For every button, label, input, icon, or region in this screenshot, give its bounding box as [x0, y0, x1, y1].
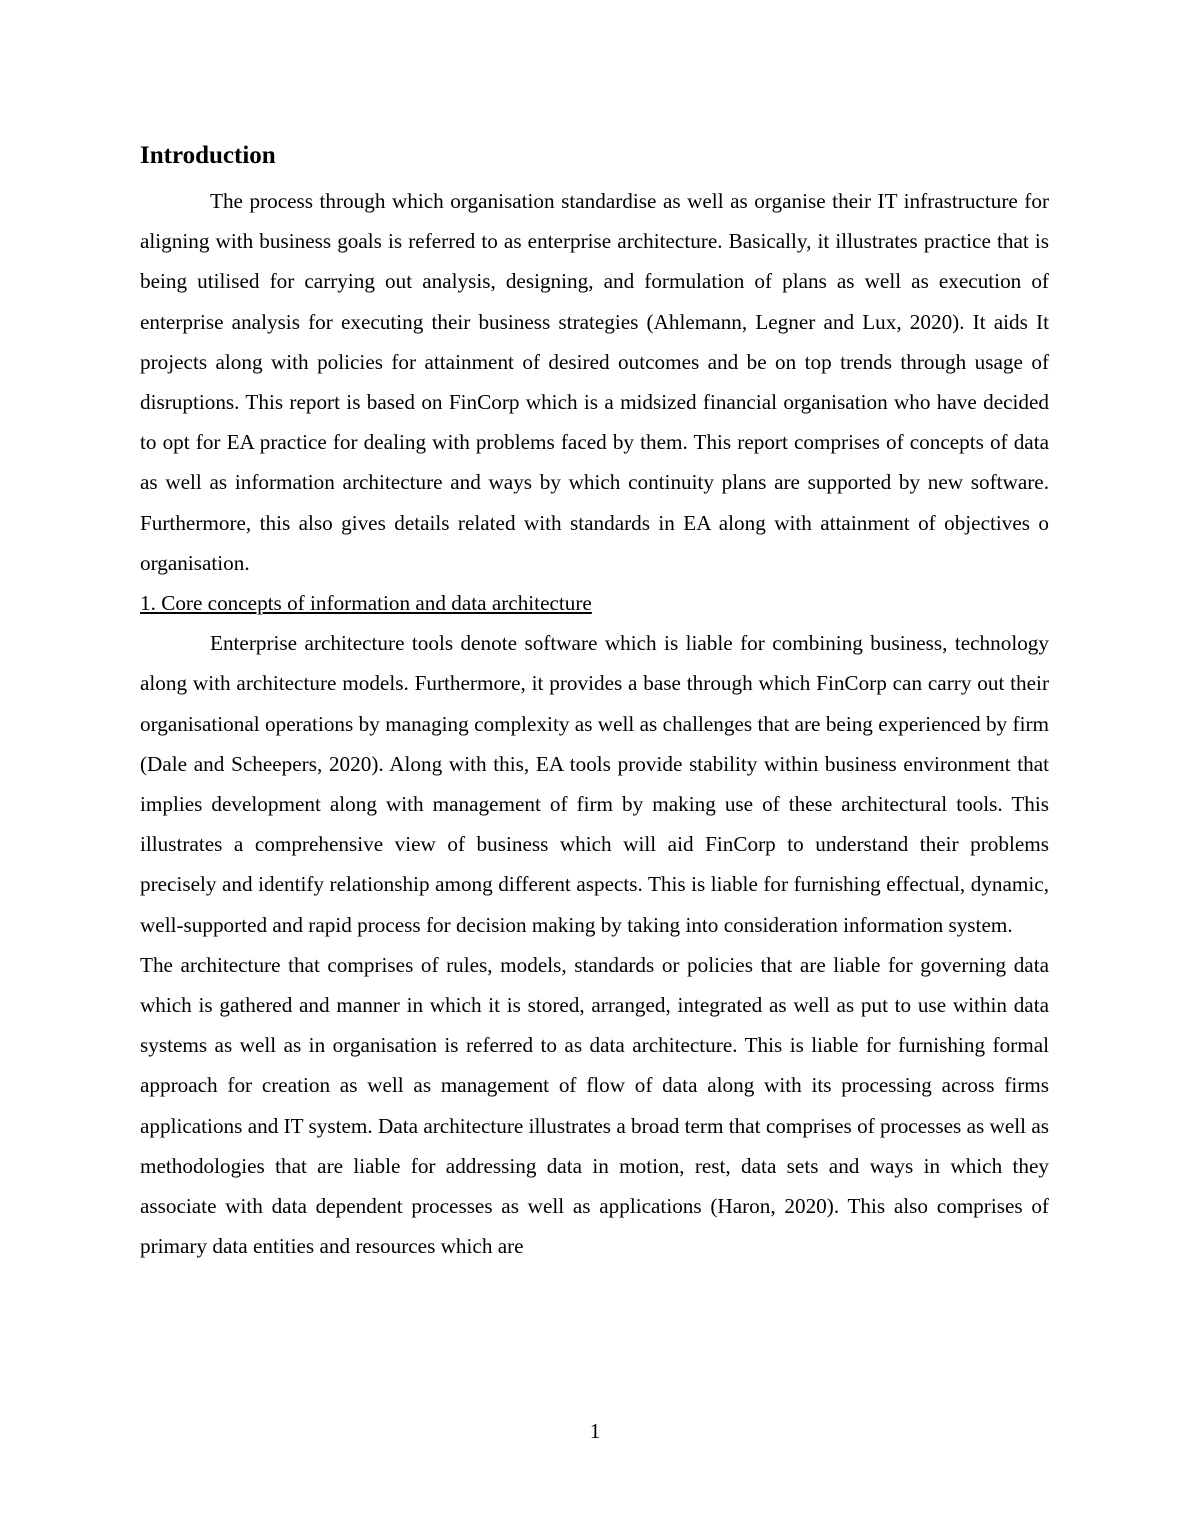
- body-paragraph-data-architecture: The architecture that comprises of rules, models, standards or policies that are liable for governing data which is gathered and manner in which it is stored, arranged, integrated as well as put to use within data systems as well as in organisation is referred to as data architecture. This is liable for furnishing formal approach for creation as well as management of flow of data along with its processing across firms applications and IT system. Data architecture illustrates a broad term that comprises of processes as well as methodologies that are liable for addressing data in motion, rest, data sets and ways in which they associate with data dependent processes as well as applications (Haron, 2020). This also comprises of primary data entities and resources which are: [140, 952, 1049, 1259]
- intro-paragraph: The process through which organisation standardise as well as organise their IT infrastructure for aligning with business goals is referred to as enterprise architecture. Basically, it illustrates practice that is being utilised for carrying out analysis, designing, and formulation of plans as well as execution of enterprise analysis for executing their business strategies (Ahlemann, Legner and Lux, 2020). It aids It projects along with policies for attainment of desired outcomes and be on top trends through usage of disruptions. This report is based on FinCorp which is a midsized financial organisation who have decided to opt for EA practice for dealing with problems faced by them. This report comprises of concepts of data as well as information architecture and ways by which continuity plans are supported by new software. Furthermore, this also gives details related with standards in EA along with attainment of objectives o organisation.: [140, 189, 1049, 575]
- subheading-core-concepts: 1. Core concepts of information and data architecture: [140, 591, 592, 616]
- body-paragraph-ea-tools: Enterprise architecture tools denote software which is liable for combining business, technology along with architecture models. Furthermore, it provides a base through which FinCorp can carry out their organisational operations by managing complexity as well as challenges that are being experienced by firm (Dale and Scheepers, 2020). Along with this, EA tools provide stability within business environment that implies development along with management of firm by making use of these architectural tools. This illustrates a comprehensive view of business which will aid FinCorp to understand their problems precisely and identify relationship among different aspects. This is liable for furnishing effectual, dynamic, well-supported and rapid process for decision making by taking into consideration information system.: [140, 631, 1049, 937]
- page-content: [140, 138, 1049, 1266]
- section-heading-introduction: Introduction: [140, 142, 276, 169]
- page-number: 1: [589, 1419, 601, 1443]
